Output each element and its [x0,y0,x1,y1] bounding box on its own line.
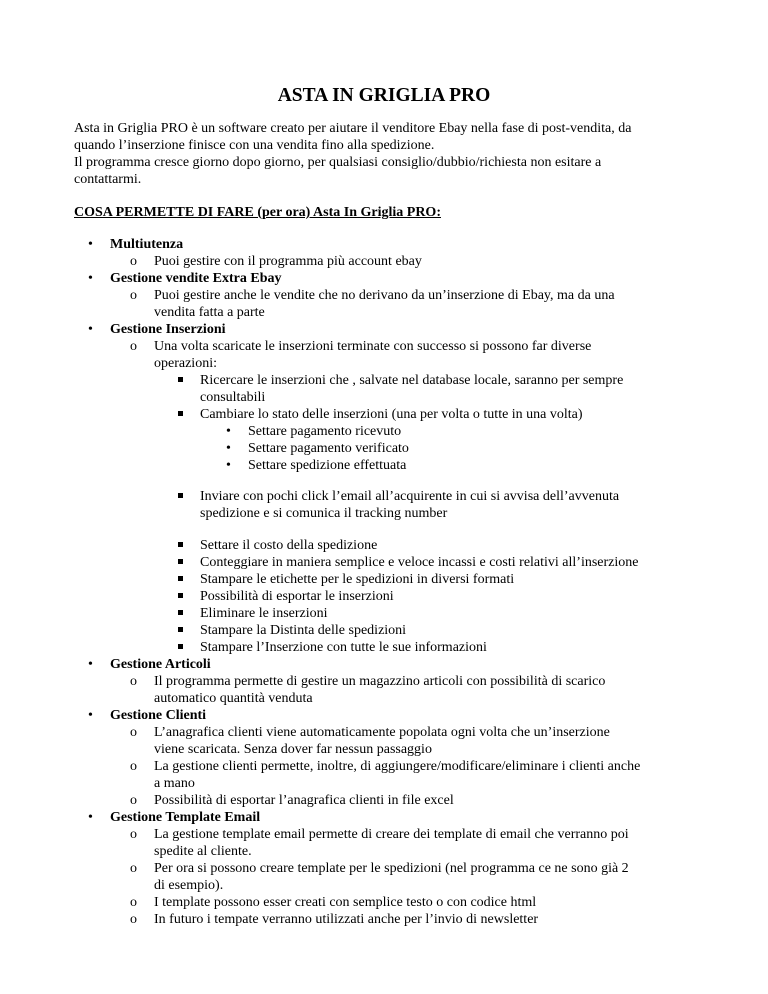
feature-detail: Possibilità di esportar l’anagrafica clienti in file excel [154,793,454,808]
bullet-marker: • [88,657,93,672]
square-marker [178,576,183,581]
feature-detail: di esempio). [154,878,224,893]
feature-detail: vendita fatta a parte [154,305,265,320]
square-marker [178,627,183,632]
square-marker [178,542,183,547]
bullet-marker: • [226,441,231,456]
circle-marker: o [130,288,137,303]
operation-item: Conteggiare in maniera semplice e veloce incassi e costi relativi all’inserzione [200,555,639,570]
intro-line: Il programma cresce giorno dopo giorno, per qualsiasi consiglio/dubbio/richiesta non esitare a [74,155,602,170]
feature-detail: La gestione clienti permette, inoltre, di aggiungere/modificare/eliminare i clienti anche [154,759,641,774]
bullet-marker: • [226,458,231,473]
operation-item: Stampare le etichette per le spedizioni in diversi formati [200,572,515,587]
square-marker [178,411,183,416]
bullet-marker: • [88,708,93,723]
bullet-marker: • [226,424,231,439]
feature-title: Gestione Articoli [110,657,211,672]
feature-detail: Puoi gestire anche le vendite che no derivano da un’inserzione di Ebay, ma da una [154,288,615,303]
intro-text [74,120,714,188]
operation-item: Settare il costo della spedizione [200,538,378,553]
section-heading: COSA PERMETTE DI FARE (per ora) Asta In Griglia PRO: [74,205,441,220]
feature-detail: Per ora si possono creare template per le spedizioni (nel programma ce ne sono già 2 [154,861,629,876]
intro-line: contattarmi. [74,172,142,187]
operation-item: Possibilità di esportar le inserzioni [200,589,394,604]
square-marker [178,644,183,649]
document-title: ASTA IN GRIGLIA PRO [277,85,491,106]
operation-item: consultabili [200,390,266,405]
circle-marker: o [130,912,137,927]
circle-marker: o [130,895,137,910]
feature-detail: La gestione template email permette di creare dei template di email che verranno poi [154,827,629,842]
square-marker [178,610,183,615]
operation-item: Inviare con pochi click l’email all’acquirente in cui si avvisa dell’avvenuta [200,489,620,504]
bullet-marker: • [88,322,93,337]
circle-marker: o [130,793,137,808]
bullet-marker: • [88,237,93,252]
status-option: Settare pagamento ricevuto [248,424,402,439]
feature-title: Gestione Clienti [110,708,207,723]
feature-title: Multiutenza [110,237,184,252]
feature-detail: automatico quantità venduta [154,691,313,706]
status-option: Settare pagamento verificato [248,441,409,456]
feature-detail: In futuro i tempate verranno utilizzati anche per l’invio di newsletter [154,912,539,927]
feature-detail: I template possono esser creati con semplice testo o con codice html [154,895,537,910]
intro-line: Asta in Griglia PRO è un software creato per aiutare il venditore Ebay nella fase di post-vendita, da [74,121,632,136]
operation-item: spedizione e si comunica il tracking number [200,506,448,521]
feature-detail: Puoi gestire con il programma più account ebay [154,254,422,269]
status-option: Settare spedizione effettuata [248,458,407,473]
feature-title: Gestione Template Email [110,810,261,825]
circle-marker: o [130,827,137,842]
operation-item: Stampare l’Inserzione con tutte le sue informazioni [200,640,487,655]
feature-detail: Il programma permette di gestire un magazzino articoli con possibilità di scarico [154,674,606,689]
circle-marker: o [130,725,137,740]
circle-marker: o [130,674,137,689]
feature-title: Gestione vendite Extra Ebay [110,271,282,286]
intro-line: quando l’inserzione finisce con una vendita fino alla spedizione. [74,138,435,153]
feature-title: Gestione Inserzioni [110,322,226,337]
square-marker [178,559,183,564]
feature-detail: operazioni: [154,356,217,371]
operation-item: Eliminare le inserzioni [200,606,328,621]
operation-item: Cambiare lo stato delle inserzioni (una per volta o tutte in una volta) [200,407,583,422]
square-marker [178,377,183,382]
feature-detail: spedite al cliente. [154,844,252,859]
feature-detail: L’anagrafica clienti viene automaticamente popolata ogni volta che un’inserzione [154,725,610,740]
square-marker [178,593,183,598]
feature-detail: viene scaricata. Senza dover far nessun passaggio [154,742,432,757]
circle-marker: o [130,759,137,774]
bullet-marker: • [88,810,93,825]
bullet-marker: • [88,271,93,286]
feature-detail: Una volta scaricate le inserzioni terminate con successo si possono far diverse [154,339,592,354]
circle-marker: o [130,254,137,269]
operation-item: Ricercare le inserzioni che , salvate nel database locale, saranno per sempre [200,373,624,388]
circle-marker: o [130,861,137,876]
circle-marker: o [130,339,137,354]
square-marker [178,493,183,498]
operation-item: Stampare la Distinta delle spedizioni [200,623,407,638]
feature-detail: a mano [154,776,195,791]
